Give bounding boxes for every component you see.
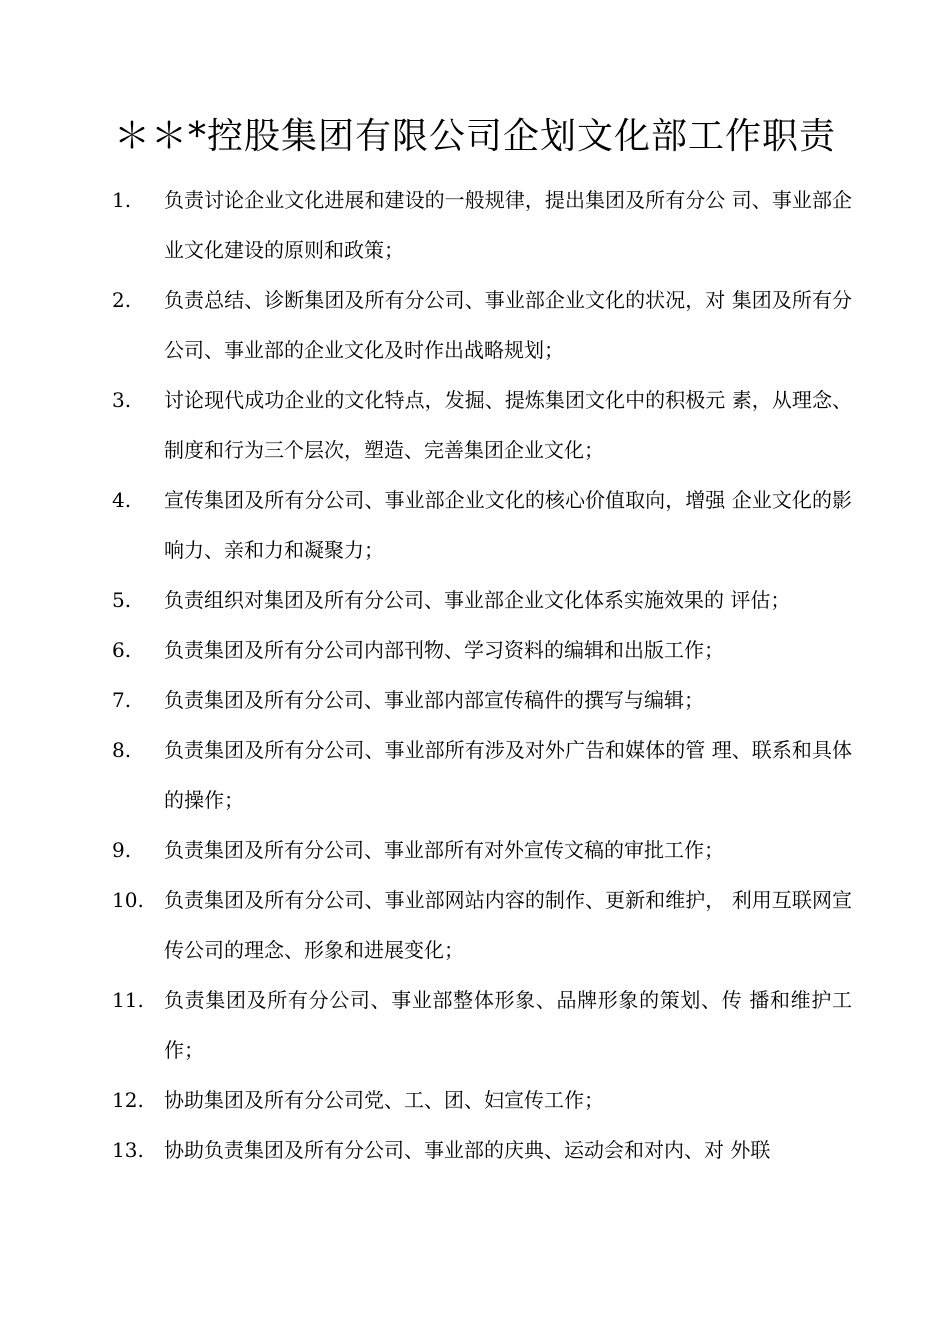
item-text: 负责总结、诊断集团及所有分公司、事业部企业文化的状况，对 集团及所有分公司、事业部的企业文化及时作出战略规划；	[164, 288, 852, 362]
item-text: 负责集团及所有分公司内部刊物、学习资料的编辑和出版工作；	[164, 638, 724, 662]
item-number: 11.	[112, 988, 144, 1012]
list-item	[112, 675, 852, 725]
list-item	[112, 175, 852, 275]
document-title: ＊＊*控股集团有限公司企划文化部工作职责	[113, 116, 836, 157]
item-text: 负责集团及所有分公司、事业部所有涉及对外广告和媒体的管 理、联系和具体的操作；	[164, 738, 852, 812]
item-text: 协助负责集团及所有分公司、事业部的庆典、运动会和对内、对 外联	[164, 1138, 771, 1162]
item-number: 3.	[112, 388, 132, 412]
item-number: 8.	[112, 738, 132, 762]
list-item	[112, 375, 852, 475]
item-number: 2.	[112, 288, 132, 312]
item-text: 宣传集团及所有分公司、事业部企业文化的核心价值取向，增强 企业文化的影响力、亲和力和凝聚力；	[164, 488, 852, 562]
item-number: 13.	[112, 1138, 144, 1162]
item-text: 负责集团及所有分公司、事业部整体形象、品牌形象的策划、传 播和维护工作；	[164, 988, 852, 1062]
item-number: 10.	[112, 888, 144, 912]
list-item	[112, 975, 852, 1075]
duty-list	[112, 175, 852, 1175]
item-text: 协助集团及所有分公司党、工、团、妇宣传工作；	[164, 1088, 604, 1112]
item-number: 12.	[112, 1088, 144, 1112]
item-number: 6.	[112, 638, 132, 662]
item-text: 讨论现代成功企业的文化特点，发掘、提炼集团文化中的积极元 素，从理念、制度和行为三个层次，塑造、完善集团企业文化；	[164, 388, 852, 462]
list-item	[112, 1125, 852, 1175]
item-number: 7.	[112, 688, 132, 712]
list-item	[112, 475, 852, 575]
item-text: 负责集团及所有分公司、事业部所有对外宣传文稿的审批工作；	[164, 838, 724, 862]
list-item	[112, 625, 852, 675]
list-item	[112, 725, 852, 825]
list-item	[112, 825, 852, 875]
item-text: 负责集团及所有分公司、事业部内部宣传稿件的撰写与编辑；	[164, 688, 704, 712]
list-item	[112, 875, 852, 975]
list-item	[112, 275, 852, 375]
item-text: 负责讨论企业文化进展和建设的一般规律，提出集团及所有分公 司、事业部企业文化建设的原则和政策；	[164, 188, 852, 262]
item-number: 1.	[112, 188, 132, 212]
list-item	[112, 575, 852, 625]
item-number: 9.	[112, 838, 132, 862]
item-number: 5.	[112, 588, 132, 612]
item-text: 负责组织对集团及所有分公司、事业部企业文化体系实施效果的 评估；	[164, 588, 791, 612]
item-number: 4.	[112, 488, 132, 512]
item-text: 负责集团及所有分公司、事业部网站内容的制作、更新和维护， 利用互联网宣传公司的理念、形象和进展变化；	[164, 888, 852, 962]
list-item	[112, 1075, 852, 1125]
